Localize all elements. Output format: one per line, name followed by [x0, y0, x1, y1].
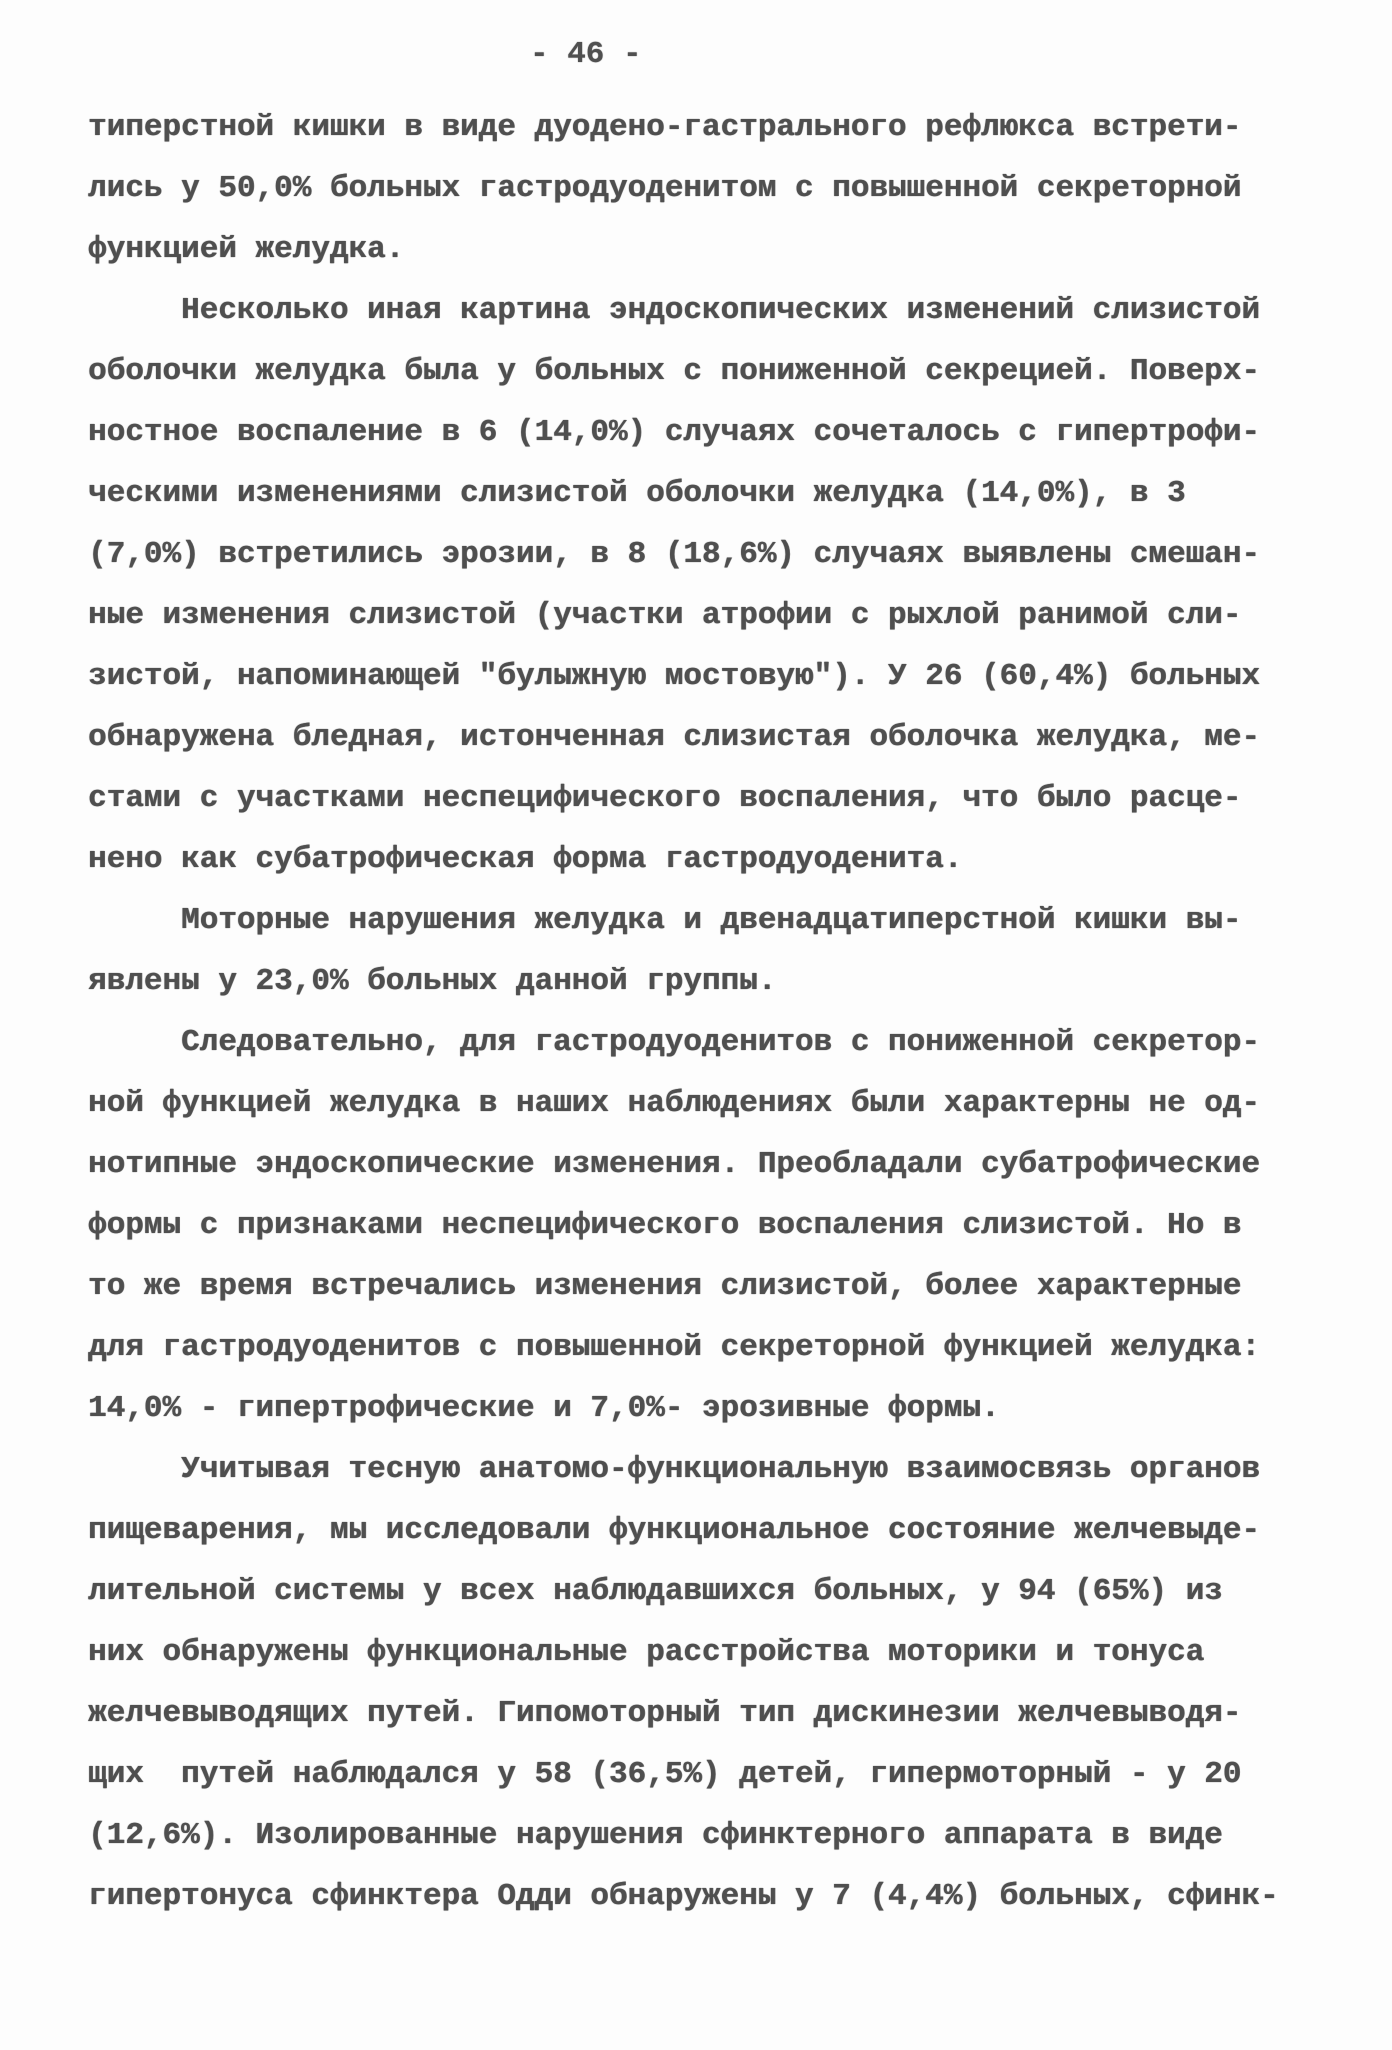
text-line: ческими изменениями слизистой оболочки желудка (14,0%), в 3: [88, 476, 1186, 511]
text-line: формы с признаками неспецифического воспаления слизистой. Но в: [88, 1208, 1242, 1243]
text-line: Несколько иная картина эндоскопических изменений слизистой: [181, 293, 1260, 328]
text-line: лись у 50,0% больных гастродуоденитом с повышенной секреторной: [88, 171, 1242, 206]
text-line: лительной системы у всех наблюдавшихся больных, у 94 (65%) из: [88, 1574, 1223, 1609]
text-line: пищеварения, мы исследовали функциональное состояние желчевыде-: [88, 1513, 1260, 1548]
text-line: Учитывая тесную анатомо-функциональную взаимосвязь органов: [181, 1452, 1260, 1487]
paragraph-1: [88, 97, 1288, 280]
text-line: для гастродуоденитов с повышенной секреторной функцией желудка:: [88, 1330, 1260, 1365]
text-line: Следовательно, для гастродуоденитов с пониженной секретор-: [181, 1025, 1260, 1060]
text-line: функцией желудка.: [88, 232, 405, 267]
text-line: явлены у 23,0% больных данной группы.: [88, 964, 777, 999]
text-line: Моторные нарушения желудка и двенадцатиперстной кишки вы-: [181, 903, 1242, 938]
text-line: ные изменения слизистой (участки атрофии с рыхлой ранимой сли-: [88, 598, 1242, 633]
text-line: нено как субатрофическая форма гастродуоденита.: [88, 842, 963, 877]
paragraph-3: [88, 890, 1288, 1012]
paragraph-4: [88, 1012, 1288, 1439]
text-line: зистой, напоминающей "булыжную мостовую"). У 26 (60,4%) больных: [88, 659, 1260, 694]
text-line: обнаружена бледная, истонченная слизистая оболочка желудка, ме-: [88, 720, 1260, 755]
text-line: то же время встречались изменения слизистой, более характерные: [88, 1269, 1242, 1304]
text-line: них обнаружены функциональные расстройства моторики и тонуса: [88, 1635, 1205, 1670]
text-line: желчевыводящих путей. Гипомоторный тип дискинезии желчевыводя-: [88, 1696, 1242, 1731]
text-line: ностное воспаление в 6 (14,0%) случаях сочеталось с гипертрофи-: [88, 415, 1260, 450]
text-line: (12,6%). Изолированные нарушения сфинктерного аппарата в виде: [88, 1818, 1223, 1853]
page-number: - 46 -: [530, 37, 642, 72]
text-line: гипертонуса сфинктера Одди обнаружены у 7 (4,4%) больных, сфинк-: [88, 1879, 1279, 1914]
text-line: ной функцией желудка в наших наблюдениях были характерны не од-: [88, 1086, 1260, 1121]
text-line: (7,0%) встретились эрозии, в 8 (18,6%) случаях выявлены смешан-: [88, 537, 1260, 572]
text-line: оболочки желудка была у больных с пониженной секрецией. Поверх-: [88, 354, 1260, 389]
text-line: типерстной кишки в виде дуодено-гастрального рефлюкса встрети-: [88, 110, 1242, 145]
body-text: [88, 97, 1288, 1927]
text-line: щих путей наблюдался у 58 (36,5%) детей, гипермоторный - у 20: [88, 1757, 1242, 1792]
paragraph-2: [88, 280, 1288, 890]
text-line: стами с участками неспецифического воспаления, что было расце-: [88, 781, 1242, 816]
text-line: нотипные эндоскопические изменения. Преобладали субатрофические: [88, 1147, 1260, 1182]
text-line: 14,0% - гипертрофические и 7,0%- эрозивные формы.: [88, 1391, 1000, 1426]
paragraph-5: [88, 1439, 1288, 1927]
